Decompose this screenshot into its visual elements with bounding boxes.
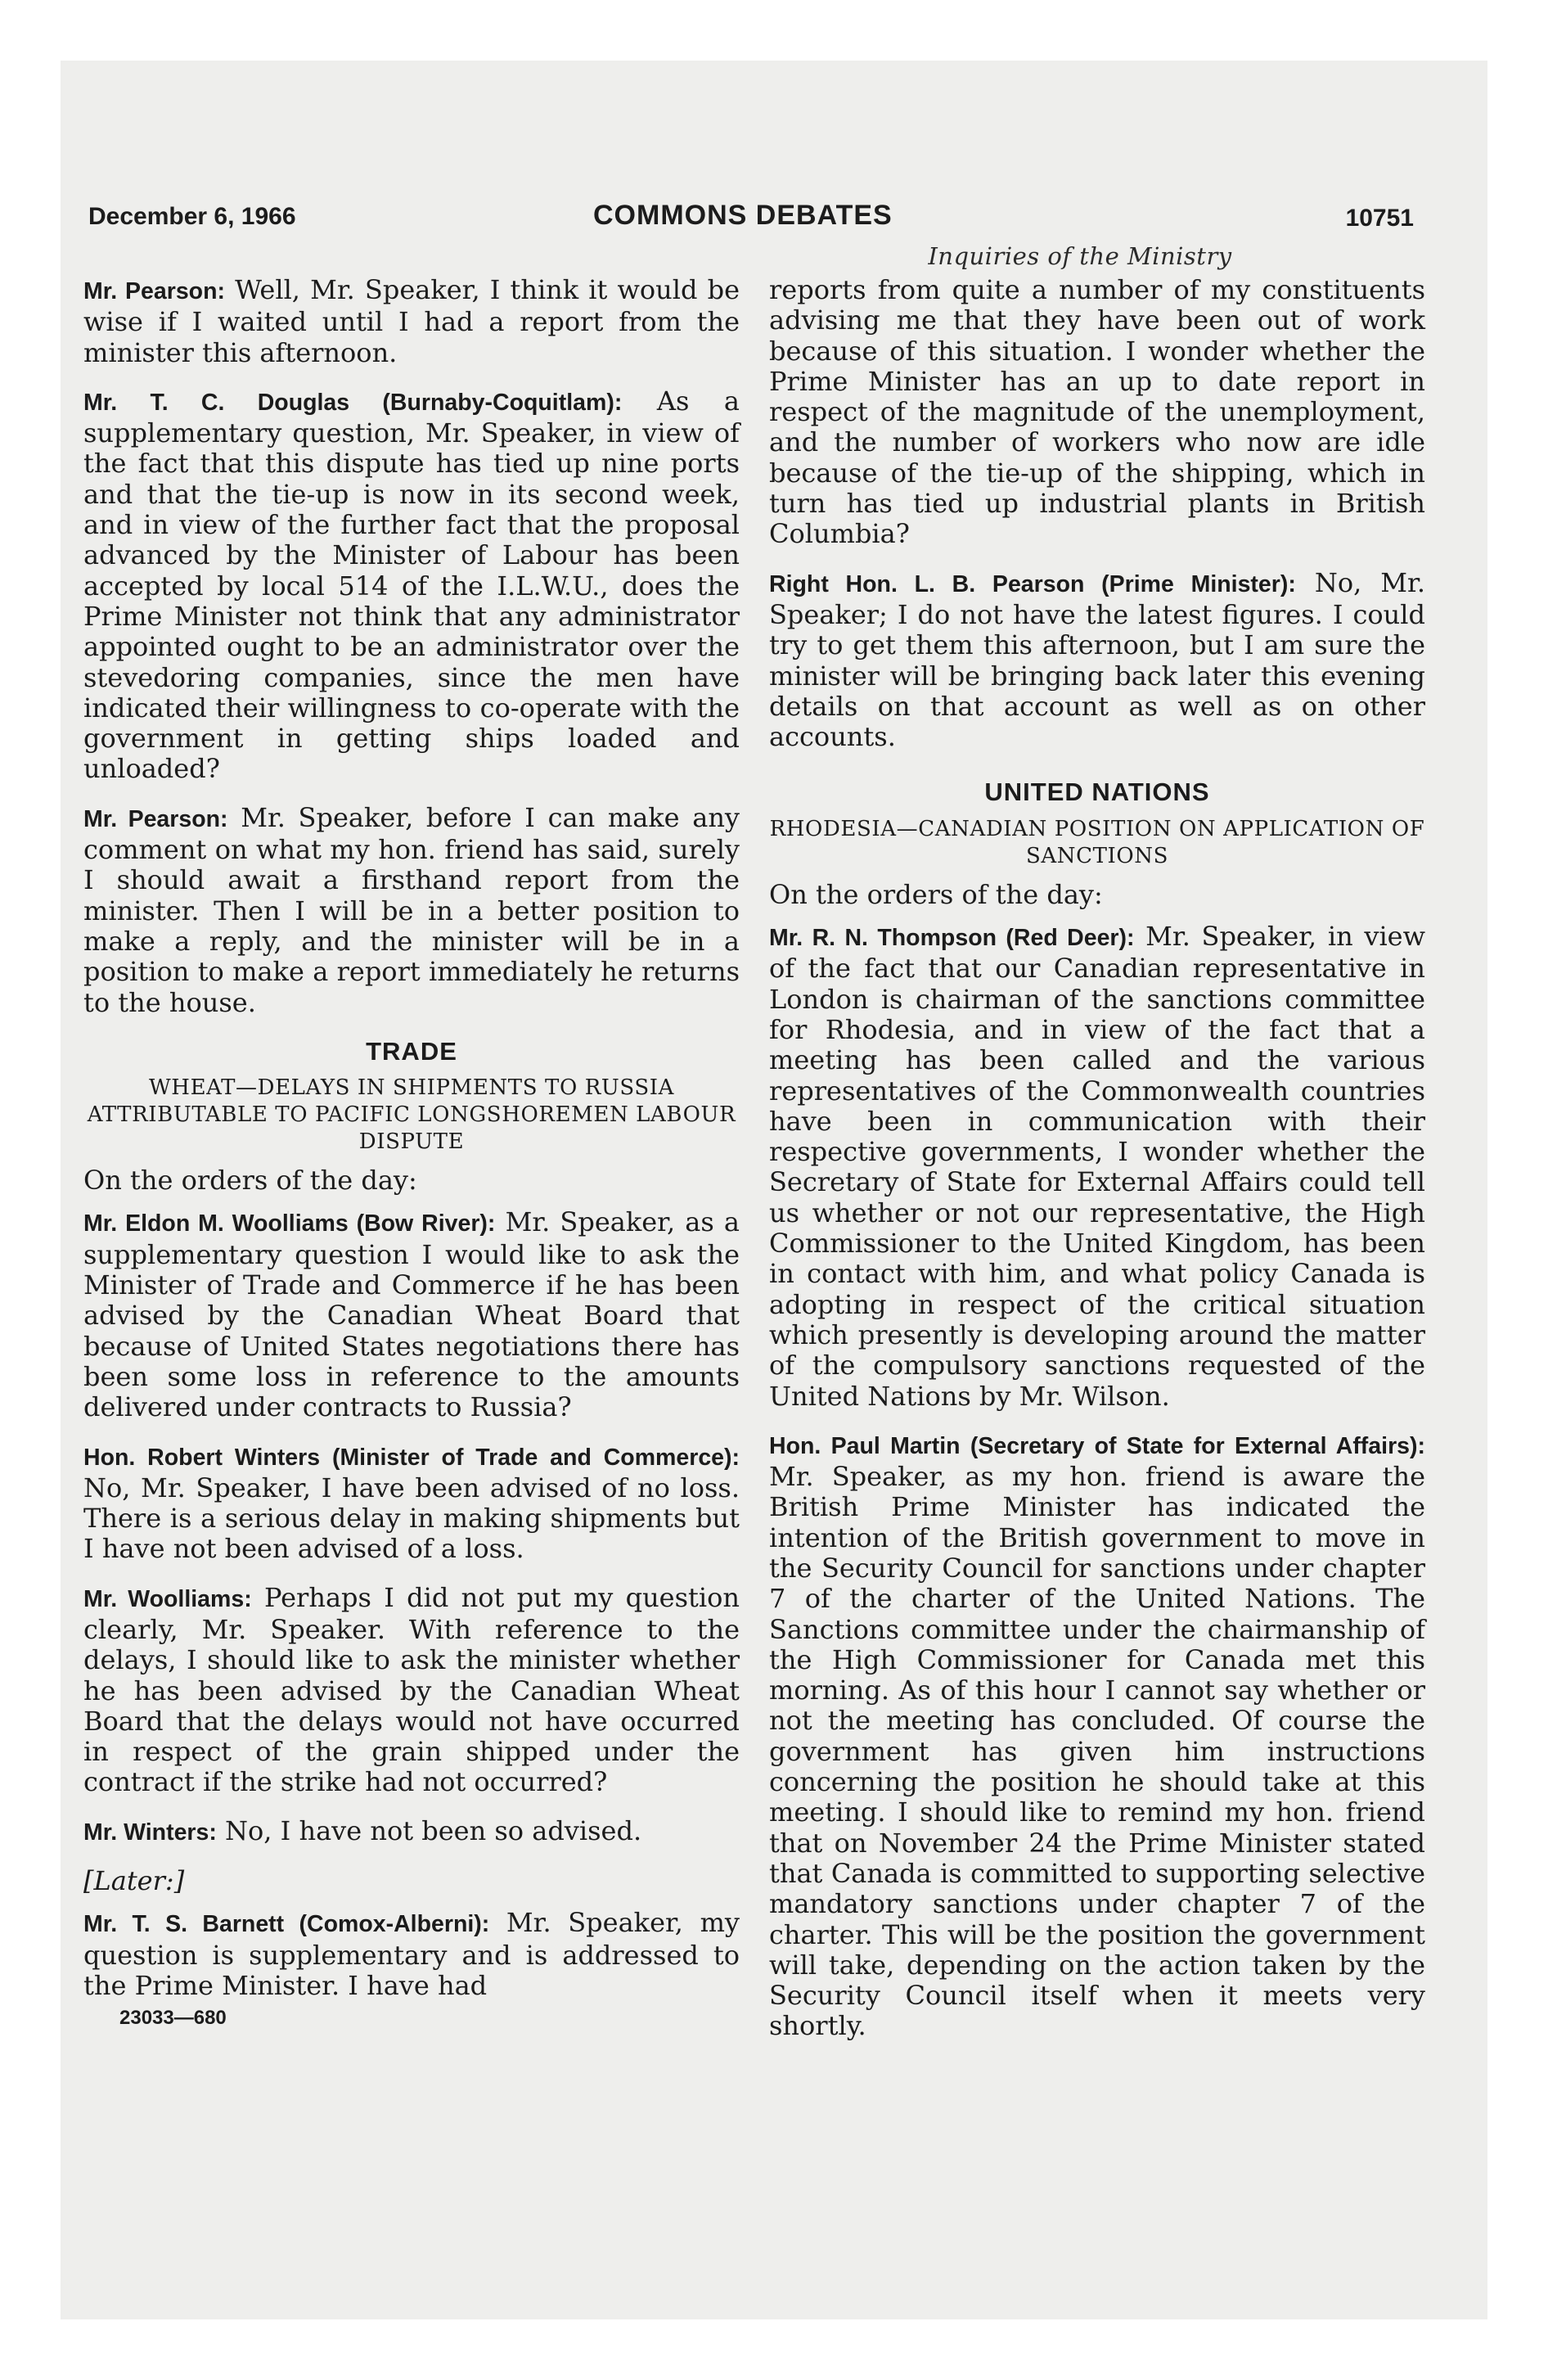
speech-paragraph [83,386,740,785]
orders-of-day: On the orders of the day: [769,878,1103,910]
speech-text: Mr. Speaker, as a supplementary question I would like to ask the Minister of Trade and Commerce if he has been advised by the Canadian Wheat Board that because of United States negotiations there has been some loss in reference to the amounts delivered under contracts to Russia? [83,1206,740,1423]
right-column [769,275,1425,2060]
speech-text: No, Mr. Speaker, I have been advised of no loss. There is a serious delay in making shipments but I have not been advised of a loss. [83,1472,740,1565]
orders-of-day: On the orders of the day: [83,1165,417,1197]
speech-paragraph [83,803,740,1018]
speech-paragraph [83,1908,740,2001]
speech-text: Mr. Speaker, in view of the fact that our Canadian representative in London is chairman of the sanctions committee for Rhodesia, and in view of the fact that a meeting has been called and the various representatives of the Commonwealth countries have been in communication with their respective governments, I wonder whether the Secretary of State for External Affairs could tell us whether or not our representative, the High Commissioner to the United Kingdom, has been in contact with him, and what policy Canada is adopting in respect of the critical situation which presently is developing around the matter of the compulsory sanctions requested of the United Nations by Mr. Wilson. [769,921,1426,1412]
subsection-title: WHEAT—DELAYS IN SHIPMENTS TO RUSSIA ATTRIBUTABLE TO PACIFIC LONGSHOREMEN LABOUR DISPUTE [87,1075,736,1155]
speaker-name: Mr. Eldon M. Woolliams (Bow River): [83,1210,496,1237]
speech-paragraph [769,922,1425,1412]
header-page-number: 10751 [1345,205,1414,232]
footer-code: 23033—680 [119,2007,227,2030]
speech-text: Perhaps I did not put my question clearly, Mr. Speaker. With reference to the delays, I should like to ask the minister whether he has been advised by the Canadian Wheat Board that the delays would not have occurred in respect of the grain shipped under the contract if the strike had not occurred? [83,1581,740,1798]
left-column [83,275,740,2034]
speech-paragraph [769,568,1425,753]
speech-text: No, I have not been so advised. [225,1814,642,1846]
speech-text: No, Mr. Speaker; I do not have the latest figures. I could try to get them this afternoon, but I am sure the minister will be bringing back later this evening details on that account as well as on other accounts. [769,566,1425,753]
speaker-name: Right Hon. L. B. Pearson (Prime Minister): [769,570,1296,597]
speaker-name: Mr. T. C. Douglas (Burnaby-Coquitlam): [83,389,623,416]
speech-paragraph [83,1441,740,1565]
speaker-name: Mr. Pearson: [83,805,228,832]
speech-paragraph [83,275,740,368]
speaker-name: Mr. Winters: [83,1819,217,1846]
speaker-name: Mr. Woolliams: [83,1585,252,1612]
speech-paragraph [83,1207,740,1422]
header-date: December 6, 1966 [88,203,296,230]
speaker-name: Hon. Robert Winters (Minister of Trade and Commerce): [83,1444,740,1471]
header-publication: COMMONS DEBATES [593,200,893,231]
speech-text: Mr. Speaker, before I can make any comment on what my hon. friend has said, surely I should await a firsthand report from the minister. Then I will be in a better position to make a reply, and the minister will be in a position to make a report immediately he returns to the house. [83,801,740,1018]
speech-text: reports from quite a number of my constituents advising me that they have been out of work because of this situation. I wonder whether the Prime Minister has an up to date report in respect of the magnitude of the unemployment, and the number of workers who now are idle because of the tie-up of the shipping, which in turn has tied up industrial plants in British Columbia? [769,274,1425,550]
speech-text: Well, Mr. Speaker, I think it would be wise if I waited until I had a report from the minister this afternoon. [83,274,740,368]
speaker-name: Mr. R. N. Thompson (Red Deer): [769,925,1135,952]
speaker-name: Mr. T. S. Barnett (Comox-Alberni): [83,1911,490,1938]
running-head: Inquiries of the Ministry [928,242,1232,270]
speech-text: Mr. Speaker, my question is supplementary and is addressed to the Prime Minister. I have had [83,1907,740,2001]
speech-paragraph [83,1583,740,1798]
speech-text: As a supplementary question, Mr. Speaker, in view of the fact that this dispute has tied up nine ports and that the tie-up is now in its second week, and in view of the further fact that the proposal advanced by the Minister of Labour has been accepted by local 514 of the I.L.W.U., does the Prime Minister not think that any administrator appointed ought to be an administrator over the stevedoring companies, since the men have indicated their willingness to co-operate with the government in getting ships loaded and unloaded? [83,385,740,785]
section-title: TRADE [366,1036,457,1066]
section-title: UNITED NATIONS [984,778,1210,807]
speaker-name: Mr. Pearson: [83,278,225,304]
speech-text: Mr. Speaker, as my hon. friend is aware the British Prime Minister has indicated the intention of the British government to move in the Security Council for sanctions under chapter 7 of the charter of the United Nations. The Sanctions committee under the chairmanship of the High Commissioner for Canada met this morning. As of this hour I cannot say whether or not the meeting has concluded. Of course the government has given him instructions concerning the position he should take at this meeting. I should like to remind my hon. friend that on November 24 the Prime Minister stated that Canada is committed to supporting selective mandatory sanctions under chapter 7 of the charter. This will be the position the government will take, depending on the action taken by the Security Council itself when it meets very shortly. [769,1461,1425,2042]
subsection-title: RHODESIA—CANADIAN POSITION ON APPLICATION OF SANCTIONS [769,816,1425,868]
speech-paragraph [769,275,1425,550]
later-marker: [Later:] [83,1865,185,1897]
page-header [88,200,1414,241]
speaker-name: Hon. Paul Martin (Secretary of State for External Affairs): [769,1432,1425,1459]
speech-paragraph [83,1816,740,1848]
speech-paragraph [769,1430,1425,2042]
